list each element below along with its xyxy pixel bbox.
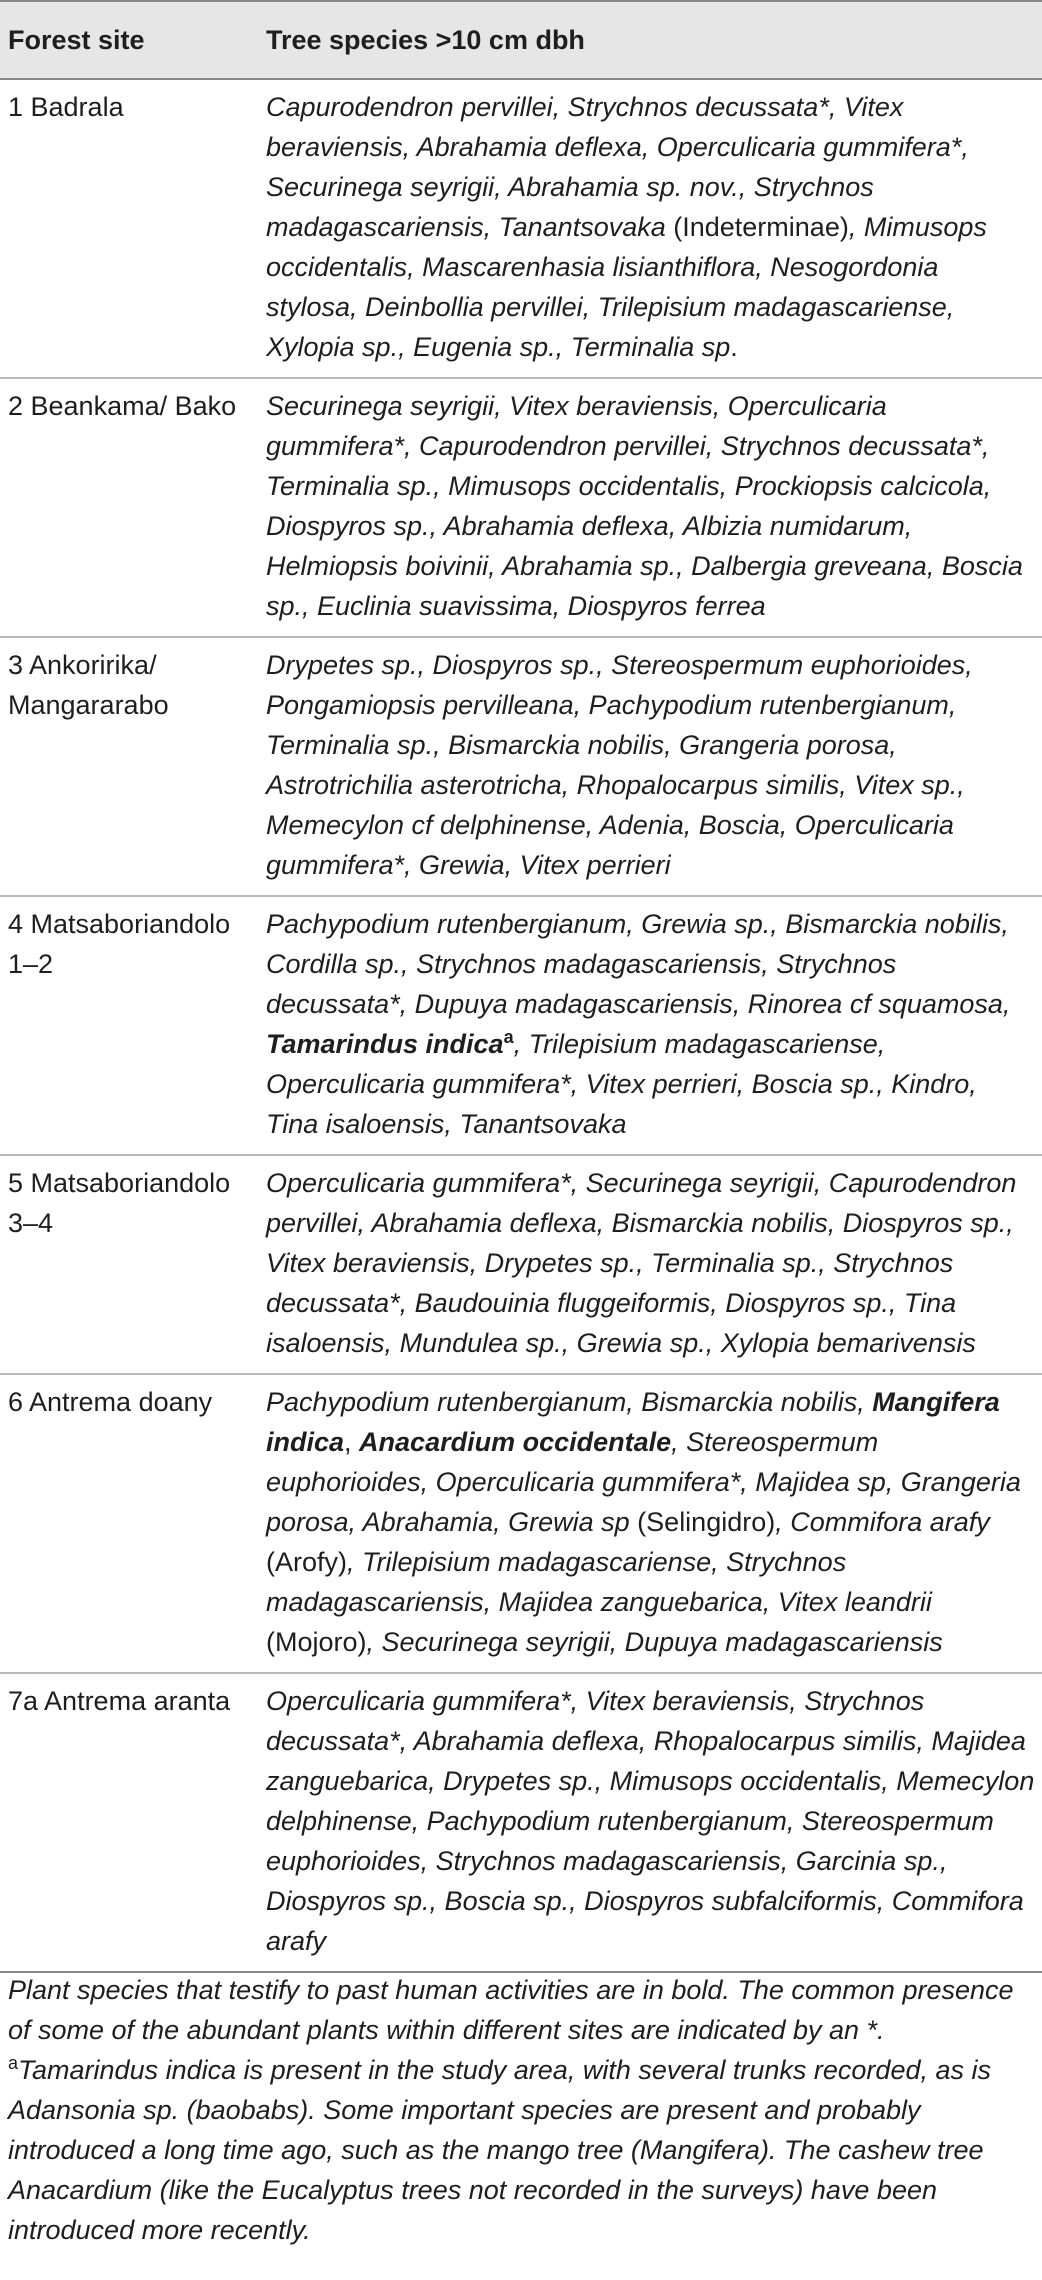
species-text: , Trilepisium madagascariense, Operculicaria gummifera*, Vitex perrieri, Boscia sp., Kindro, Tina isaloensis, Tanantsovaka [266, 1029, 977, 1139]
tree-species-cell [262, 896, 1042, 1155]
species-text: Capurodendron pervillei, Strychnos decussata*, Vitex beraviensis, Abrahamia deflexa, Operculicaria gummifera*, Securinega seyrigii, Abrahamia sp. nov., Strychnos madagascariensis, Tanantsovaka [266, 92, 969, 242]
footnote-text: Tamarindus indica is present in the study area, with several trunks recorded, as is Adansonia sp. (baobabs). Some important species are present and probably introduced a long time ago, such as the mango tree (Mangifera). The cashew tree Anacardium (like the Eucalyptus trees not recorded in the surveys) have been introduced more recently. [8, 2055, 991, 2245]
footnote-marker: a [503, 1027, 514, 1047]
table-row [0, 79, 1042, 378]
table-notes [8, 1970, 1036, 2250]
tree-species-cell [262, 1155, 1042, 1374]
species-text-upright: (Selingidro) [637, 1507, 776, 1537]
species-text: Operculicaria gummifera*, Securinega seyrigii, Capurodendron pervillei, Abrahamia deflexa, Bismarckia nobilis, Diospyros sp., Vitex beraviensis, Drypetes sp., Terminalia sp., Strychnos decussata*, Baudouinia fluggeiformis, Diospyros sp., Tina isaloensis, Mundulea sp., Grewia sp., Xylopia bemarivensis [266, 1168, 1017, 1358]
forest-site-cell: 7a Antrema aranta [0, 1673, 262, 1972]
forest-site-cell: 3 Ankoririka/ Mangararabo [0, 637, 262, 896]
species-text: Pachypodium rutenbergianum, Bismarckia nobilis, [266, 1387, 873, 1417]
species-text: Securinega seyrigii, Vitex beraviensis, Operculicaria gummifera*, Capurodendron pervillei, Strychnos decussata*, Terminalia sp., Mimusops occidentalis, Prockiopsis calcicola, Diospyros sp., Abrahamia deflexa, Albizia numidarum, Helmiopsis boivinii, Abrahamia sp., Dalbergia greveana, Boscia sp., Euclinia suavissima, Diospyros ferrea [266, 391, 1023, 621]
forest-site-cell: 5 Matsaboriandolo 3–4 [0, 1155, 262, 1374]
table-row [0, 378, 1042, 637]
species-text: , Commifora arafy [775, 1507, 990, 1537]
header-row [0, 1, 1042, 79]
header-tree-species: Tree species >10 cm dbh [262, 1, 1042, 79]
tree-species-cell [262, 1374, 1042, 1673]
tree-species-cell [262, 637, 1042, 896]
table-row [0, 637, 1042, 896]
table-row [0, 1673, 1042, 1972]
species-text: Operculicaria gummifera*, Vitex beraviensis, Strychnos decussata*, Abrahamia deflexa, Rhopalocarpus similis, Majidea zanguebarica, Drypetes sp., Mimusops occidentalis, Memecylon delphinense, Pachypodium rutenbergianum, Stereospermum euphorioides, Strychnos madagascariensis, Garcinia sp., Diospyros sp., Boscia sp., Diospyros subfalciformis, Commifora arafy [266, 1686, 1035, 1956]
human-activity-species: Anacardium occidentale [359, 1427, 672, 1457]
human-activity-species: Tamarindus indica [266, 1029, 504, 1059]
note-bold-asterisk: Plant species that testify to past human activities are in bold. The common presence of some of the abundant plants within different sites are indicated by an *. [8, 1975, 1014, 2045]
species-text: , Mimusops occidentalis, Mascarenhasia lisianthiflora, Nesogordonia stylosa, Deinbollia pervillei, Trilepisium madagascariense, Xylopia sp., Eugenia sp., Terminalia sp [266, 212, 987, 362]
forest-site-cell: 4 Matsaboriandolo 1–2 [0, 896, 262, 1155]
species-text: , Stereospermum euphorioides, Operculicaria gummifera*, Majidea sp, Grangeria porosa, Abrahamia, Grewia sp [266, 1427, 1021, 1537]
species-text-upright: (Mojoro) [266, 1627, 367, 1657]
tree-species-cell [262, 1673, 1042, 1972]
species-text: , Securinega seyrigii, Dupuya madagascariensis [366, 1627, 943, 1657]
species-text-upright: (Indeterminae) [673, 212, 849, 242]
human-activity-species: Mangifera indica [266, 1387, 1000, 1457]
species-text: Drypetes sp., Diospyros sp., Stereospermum euphorioides, Pongamiopsis pervilleana, Pachypodium rutenbergianum, Terminalia sp., Bismarckia nobilis, Grangeria porosa, Astrotrichilia asterotricha, Rhopalocarpus similis, Vitex sp., Memecylon cf delphinense, Adenia, Boscia, Operculicaria gummifera*, Grewia, Vitex perrieri [266, 650, 973, 880]
forest-site-cell: 6 Antrema doany [0, 1374, 262, 1673]
footnote-mark: a [8, 2053, 19, 2073]
header-forest-site: Forest site [0, 1, 262, 79]
tree-species-cell [262, 79, 1042, 378]
species-text-upright: (Arofy) [266, 1547, 347, 1577]
table-row [0, 1374, 1042, 1673]
footnote-a [8, 2050, 1036, 2250]
species-text: , Trilepisium madagascariense, Strychnos madagascariensis, Majidea zanguebarica, Vitex leandrii [266, 1547, 932, 1617]
species-text-upright: . [730, 332, 738, 362]
table-row [0, 1155, 1042, 1374]
tree-species-cell [262, 378, 1042, 637]
table-body [0, 79, 1042, 1972]
species-text-upright: , [344, 1427, 360, 1457]
forest-site-cell: 2 Beankama/ Bako [0, 378, 262, 637]
table-row [0, 896, 1042, 1155]
forest-site-cell: 1 Badrala [0, 79, 262, 378]
species-text: Pachypodium rutenbergianum, Grewia sp., Bismarckia nobilis, Cordilla sp., Strychnos madagascariensis, Strychnos decussata*, Dupuya madagascariensis, Rinorea cf squamosa, [266, 909, 1011, 1019]
